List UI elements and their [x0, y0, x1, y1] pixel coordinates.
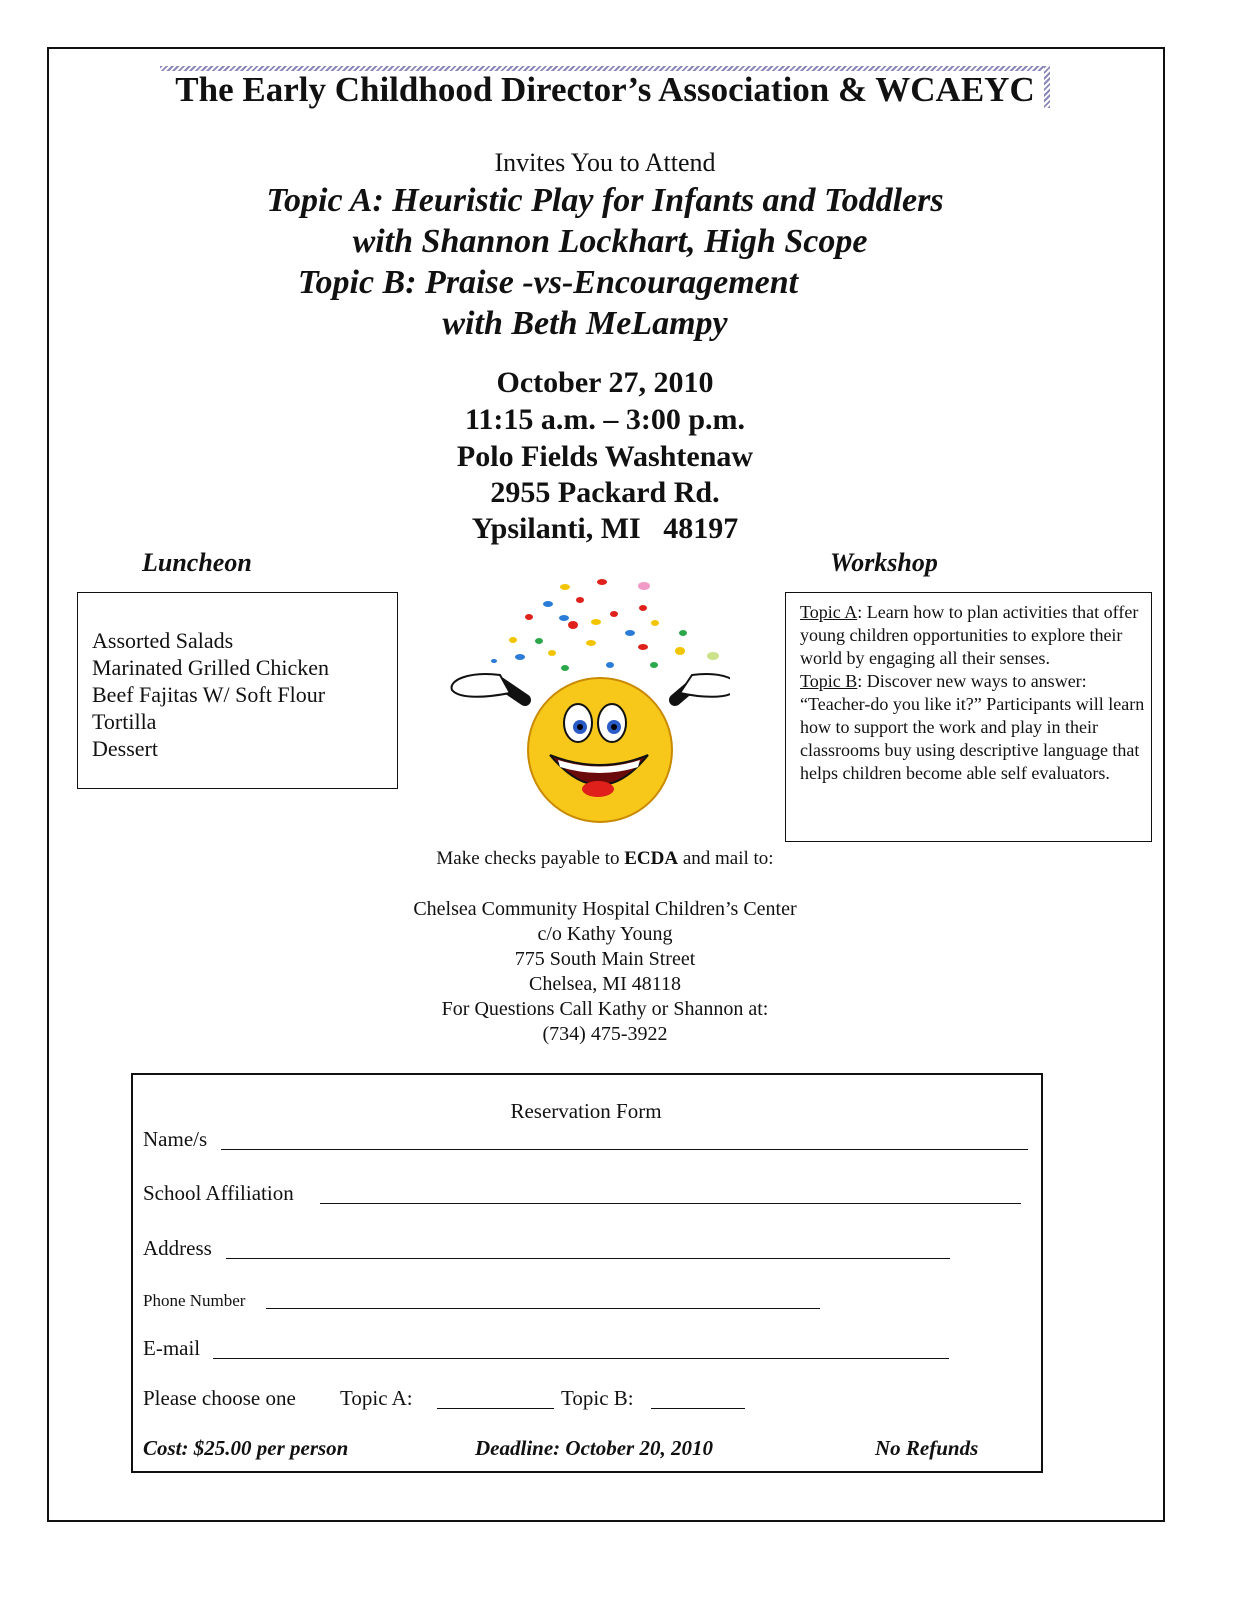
questions-line: For Questions Call Kathy or Shannon at:	[441, 998, 769, 1020]
phone-label: Phone Number	[143, 1291, 246, 1310]
menu-item: Marinated Grilled Chicken	[92, 655, 330, 680]
school-field[interactable]	[320, 1203, 1021, 1204]
refund-policy: No Refunds	[875, 1436, 979, 1460]
topic-a-speaker: with Shannon Lockhart, High Scope	[352, 223, 868, 260]
mail-line: 775 South Main Street	[514, 948, 696, 970]
menu-item: Beef Fajitas W/ Soft Flour	[92, 682, 326, 707]
email-label: E-mail	[143, 1336, 201, 1360]
email-field[interactable]	[213, 1358, 949, 1359]
topic-a-choice-label: Topic A:	[340, 1386, 413, 1410]
smiley-confetti-icon	[440, 575, 730, 825]
topic-a-description: : Learn how to plan activities that offer young children opportunities to explore their world by engaging all their senses.	[800, 602, 1139, 668]
name-field[interactable]	[221, 1149, 1028, 1150]
topic-b-title: Topic B: Praise -vs-Encouragement	[297, 264, 799, 301]
topic-b-description: : Discover new ways to answer: “Teacher-do you like it?” Participants will learn how to support the work and play in their classrooms buy using descriptive language that helps children become able self evaluators.	[800, 671, 1145, 783]
phone-field[interactable]	[266, 1308, 820, 1309]
header-title: The Early Childhood Director’s Association & WCAEYC	[175, 70, 1035, 109]
event-time: 11:15 a.m. – 3:00 p.m.	[465, 403, 745, 436]
mail-line: Chelsea, MI 48118	[528, 973, 681, 995]
reservation-form	[131, 1073, 1043, 1473]
cost-text: Cost: $25.00 per person	[143, 1436, 349, 1460]
mail-line: Chelsea Community Hospital Children’s Center	[413, 898, 797, 920]
name-label: Name/s	[143, 1127, 208, 1151]
choose-label: Please choose one	[143, 1386, 296, 1410]
event-street: 2955 Packard Rd.	[490, 476, 720, 509]
topic-a-choice-field[interactable]	[437, 1408, 554, 1409]
event-venue: Polo Fields Washtenaw	[456, 440, 754, 473]
deadline-text: Deadline: October 20, 2010	[475, 1436, 713, 1460]
address-label: Address	[143, 1236, 212, 1260]
payment-prefix: Make checks payable to	[436, 848, 625, 869]
address-field[interactable]	[226, 1258, 950, 1259]
menu-item: Tortilla	[92, 709, 157, 734]
luncheon-menu-box	[77, 592, 398, 789]
topic-a-title: Topic A: Heuristic Play for Infants and Toddlers	[266, 182, 944, 219]
luncheon-heading: Luncheon	[142, 548, 252, 577]
topic-a-label: Topic A	[800, 602, 858, 622]
form-title: Reservation Form	[510, 1099, 662, 1123]
menu-item: Assorted Salads	[92, 628, 234, 653]
payee: ECDA	[624, 848, 679, 869]
workshop-heading: Workshop	[830, 548, 938, 577]
intro-text: Invites You to Attend	[494, 148, 716, 177]
phone-line: (734) 475-3922	[542, 1023, 668, 1045]
menu-item: Dessert	[92, 736, 158, 761]
mail-line: c/o Kathy Young	[537, 923, 673, 945]
topic-b-label: Topic B	[800, 671, 858, 691]
workshop-description-box	[785, 592, 1152, 842]
payment-instructions	[0, 848, 1210, 870]
event-date: October 27, 2010	[496, 366, 714, 399]
payment-suffix: and mail to:	[678, 848, 774, 869]
school-label: School Affiliation	[143, 1181, 294, 1205]
confetti-icon	[491, 579, 719, 671]
topic-b-choice-field[interactable]	[651, 1408, 745, 1409]
topic-b-speaker: with Beth MeLampy	[442, 305, 728, 342]
topic-b-choice-label: Topic B:	[561, 1386, 634, 1410]
event-city: Ypsilanti, MI 48197	[471, 512, 739, 545]
